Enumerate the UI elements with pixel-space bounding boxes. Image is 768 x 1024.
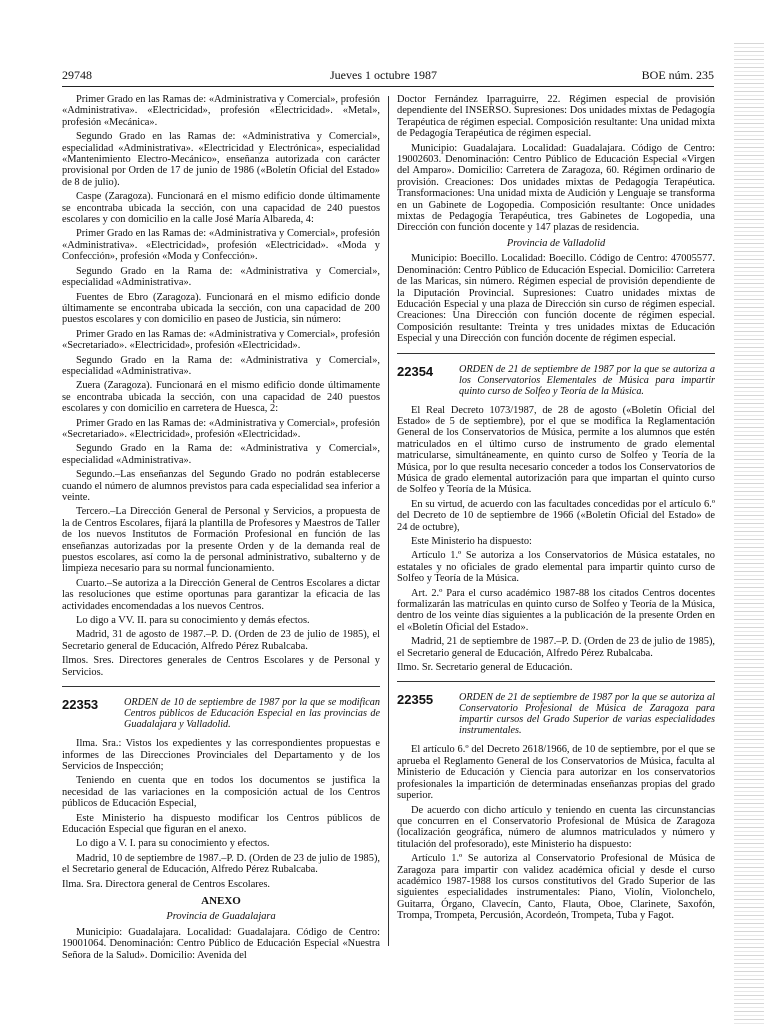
- paragraph: Primer Grado en las Ramas de: «Administrativa y Comercial», profesión «Administrativa». «Electricidad», profesión «Electricidad». «Metal», profesión «Mecánica».: [62, 94, 380, 128]
- province-heading: Provincia de Valladolid: [506, 237, 606, 249]
- paragraph: Teniendo en cuenta que en todos los documentos se justifica la necesidad de las variaciones en la composición actual de los Centros públicos de Educación Especial,: [62, 775, 380, 810]
- paragraph: El artículo 6.º del Decreto 2618/1966, de 10 de septiembre, por el que se aprueba el Reglamento General de los Conservatorios de Música, faculta al Ministerio de Educación y Ciencia para autorizar en los conservatorios profesionales la impartición de determinadas enseñanzas propias del grado superior.: [397, 744, 715, 802]
- paragraph: Artículo 1.º Se autoriza al Conservatorio Profesional de Música de Zaragoza para impartir con validez académica oficial y desde el curso académico 1987-1988 los cursos constitutivos del Grado Superior de las siguientes especialidades instrumentales: Piano, Violín, Violonchelo, Guitarra, Órgano, Clavecín, Canto, Flauta, Oboe, Clarinete, Saxofón, Trompa, Trompeta, Percusión, Acordeón, Trompeta, Tuba y Fagot.: [397, 853, 715, 922]
- addressee-line: Ilmos. Sres. Directores generales de Centros Escolares y de Personal y Servicios.: [62, 655, 380, 678]
- right-column: [397, 94, 715, 925]
- paragraph: Lo digo a VV. II. para su conocimiento y demás efectos.: [76, 615, 310, 627]
- paragraph: Segundo Grado en las Ramas de: «Administrativa y Comercial», especialidad «Administrativa». «Electricidad y Electrónica», especialidad «Mantenimiento Electro-Mecánico», enseñanza autorizada con carácter provisional por Orden de 17 de junio de 1986 («Boletín Oficial del Estado» de 8 de julio).: [62, 131, 380, 188]
- left-column: [62, 94, 380, 964]
- paragraph: Segundo Grado en la Rama de: «Administrativa y Comercial», especialidad «Administrativa».: [62, 354, 380, 377]
- paragraph: El Real Decreto 1073/1987, de 28 de agosto («Boletín Oficial del Estado» de 5 de septiembre), por el que se modifica la Reglamentación General de los Conservatorios de Música, permite a los alumnos que estén matriculados en el último curso de instrumento de grado elemental matricularse, simultáneamente, en quinto curso de Solfeo y Teoría de la Música, por lo que resulta necesario conceder a todos los Conservatorios de Música de grado elemental autorización para que impartan el quinto curso de Solfeo y Teoría de la Música.: [397, 404, 715, 496]
- paragraph: Zuera (Zaragoza). Funcionará en el mismo edificio donde últimamente se encontraba ubicada la sección, con una capacidad de 240 puestos escolares y con domicilio en carretera de Huesca, 2:: [62, 380, 380, 415]
- paragraph: Municipio: Boecillo. Localidad: Boecillo. Código de Centro: 47005577. Denominación: Centro Público de Educación Especial. Domicilio: Carretera de las Maricas, sin número. Régimen especial de provisión dependiente de la Diputación Provincial. Supresiones: Cuatro unidades mixtas de Educación Especial y una plaza de Dirección sin curso de régimen especial. Creaciones: Una Dirección con función docente de régimen especial. Composición resultante: Treinta y tres unidades mixtas de Educación Especial y una Dirección con función docente de régimen especial.: [397, 253, 715, 345]
- order-22355-heading: [397, 681, 715, 736]
- paragraph: Primer Grado en las Ramas de: «Administrativa y Comercial», profesión «Secretariado». «Electricidad», profesión «Electricidad».: [62, 417, 380, 440]
- annex-title: ANEXO: [201, 894, 241, 907]
- page-header: [62, 68, 714, 86]
- addressee-line: Ilma. Sra. Directora general de Centros Escolares.: [62, 878, 271, 890]
- order-title: ORDEN de 10 de septiembre de 1987 por la que se modifican Centros públicos de Educación Especial en las provincias de Guadalajara y Valladolid.: [124, 697, 380, 731]
- paragraph: Cuarto.–Se autoriza a la Dirección General de Centros Escolares a dictar las resoluciones que estime oportunas para garantizar la eficacia de las actividades encomendadas a los nuevos Centros.: [62, 577, 380, 612]
- paragraph: Primer Grado en las Ramas de: «Administrativa y Comercial», profesión «Administrativa». «Electricidad», profesión «Electricidad». «Moda y Confección», profesión «Moda y Confección».: [62, 228, 380, 263]
- column-divider: [388, 96, 389, 946]
- paragraph: Segundo.–Las enseñanzas del Segundo Grado no podrán establecerse cuando el número de alumnos previstos para cada especialidad sea inferior a veinte.: [62, 469, 380, 503]
- order-number: 22355: [397, 692, 434, 708]
- header-rule: [62, 86, 714, 87]
- paragraph: Segundo Grado en la Rama de: «Administrativa y Comercial», especialidad «Administrativa».: [62, 265, 380, 289]
- paragraph: Ilma. Sra.: Vistos los expedientes y las correspondientes propuestas e informes de las Direcciones Provinciales del Departamento y de los Servicios de Inspección;: [62, 738, 380, 772]
- paragraph: Doctor Fernández Iparraguirre, 22. Régimen especial de provisión dependiente del INSERSO. Supresiones: Dos unidades mixtas de Pedagogía Terapéutica de régimen especial. Composición resultante: Una unidad mixta de Pedagogía Terapéutica de régimen especial.: [397, 94, 715, 140]
- paragraph: En su virtud, de acuerdo con las facultades concedidas por el artículo 6.º del Decreto de 10 de septiembre de 1966 («Boletín Oficial del Estado» de 24 de octubre),: [397, 498, 715, 533]
- order-22353-heading: [62, 686, 380, 730]
- order-title: ORDEN de 21 de septiembre de 1987 por la que se autoriza a los Conservatorios Elementales de Música para impartir quinto curso de Solfeo y Teoría de la Música.: [459, 363, 715, 397]
- paragraph: De acuerdo con dicho artículo y teniendo en cuenta las circunstancias que concurren en el Conservatorio Profesional de Música de Zaragoza (localización geográfica, número de alumnos matriculados y número y titulación del profesorado), este Ministerio ha dispuesto:: [397, 804, 715, 850]
- paragraph: Este Ministerio ha dispuesto modificar los Centros públicos de Educación Especial que figuran en el anexo.: [62, 812, 380, 835]
- order-number: 22354: [397, 363, 434, 379]
- page-number: 29748: [62, 68, 92, 82]
- paragraph: Fuentes de Ebro (Zaragoza). Funcionará en el mismo edificio donde últimamente se encontraba ubicada la sección, con una capacidad de 200 puestos escolares y con domicilio en paseo de Justicia, sin número:: [62, 291, 380, 326]
- issue-date: Jueves 1 octubre 1987: [330, 68, 437, 82]
- addressee-line: Ilmo. Sr. Secretario general de Educación.: [397, 662, 573, 674]
- paragraph: Lo digo a V. I. para su conocimiento y efectos.: [76, 838, 270, 850]
- paragraph: Art. 2.º Para el curso académico 1987-88 los citados Centros docentes formalizarán las matrículas en quinto curso de Solfeo y Teoría de la Música, dentro de los veinte días siguientes a la publicación de la presente Orden en el «Boletín Oficial del Estado».: [397, 587, 715, 633]
- scanned-page-edge: [734, 40, 764, 1024]
- order-22354-heading: [397, 353, 715, 397]
- bulletin-number: BOE núm. 235: [641, 68, 714, 82]
- paragraph: Segundo Grado en la Rama de: «Administrativa y Comercial», especialidad «Administrativa».: [62, 443, 380, 466]
- paragraph: Este Ministerio ha dispuesto:: [411, 536, 532, 547]
- paragraph: Madrid, 21 de septiembre de 1987.–P. D. (Orden de 23 de julio de 1985), el Secretario general de Educación, Alfredo Pérez Rubalcaba.: [397, 636, 715, 659]
- paragraph: Municipio: Guadalajara. Localidad: Guadalajara. Código de Centro: 19001064. Denominación: Centro Público de Educación Especial «Nuestra Señora de la Salud». Domicilio: Avenida del: [62, 926, 380, 961]
- paragraph: Primer Grado en las Ramas de: «Administrativa y Comercial», profesión «Secretariado». «Electricidad», profesión «Electricidad».: [62, 328, 380, 352]
- order-number: 22353: [62, 697, 99, 713]
- province-heading: Provincia de Guadalajara: [166, 911, 276, 923]
- order-title: ORDEN de 21 de septiembre de 1987 por la que se autoriza al Conservatorio Profesional de Música de Zaragoza para impartir cursos del Grado Superior de varias especialidades instrumentales.: [459, 692, 715, 737]
- paragraph: Tercero.–La Dirección General de Personal y Servicios, a propuesta de la de Centros Escolares, fijará la plantilla de Profesores y Maestros de Taller de los nuevos Institutos de Formación Profesional en función de las enseñanzas autorizadas por la presente Orden y de la demanda real de puestos escolares, así como la de personal administrativo, subalterno y de limpieza necesario para su normal funcionamiento.: [62, 506, 380, 575]
- paragraph: Municipio: Guadalajara. Localidad: Guadalajara. Código de Centro: 19002603. Denominación: Centro Público de Educación Especial «Virgen del Amparo». Domicilio: Carretera de Zaragoza, 60. Régimen ordinario de provisión. Creaciones: Dos unidades mixtas de Pedagogía Terapéutica. Transformaciones: Una unidad mixta de Audición y Lenguaje se transforma en un Gabinete de Logopedia. Composición resultante: Once unidades mixtas de Pedagogía Terapéutica, tres Gabinetes de Logopedia, una Dirección con función docente y 147 plazas de residencia.: [397, 142, 715, 234]
- paragraph: Madrid, 10 de septiembre de 1987.–P. D. (Orden de 23 de julio de 1985), el Secretario general de Educación, Alfredo Pérez Rubalcaba.: [62, 852, 380, 876]
- paragraph: Caspe (Zaragoza). Funcionará en el mismo edificio donde últimamente se encontraba ubicada la sección, con una capacidad de 240 puestos escolares y con domicilio en la calle José María Albareda, 4:: [62, 191, 380, 226]
- paragraph: Madrid, 31 de agosto de 1987.–P. D. (Orden de 23 de julio de 1985), el Secretario general de Educación, Alfredo Pérez Rubalcaba.: [62, 629, 380, 652]
- paragraph: Artículo 1.º Se autoriza a los Conservatorios de Música estatales, no estatales y no oficiales de grado elemental para impartir quinto curso de Solfeo y Teoría de la Música.: [397, 550, 715, 585]
